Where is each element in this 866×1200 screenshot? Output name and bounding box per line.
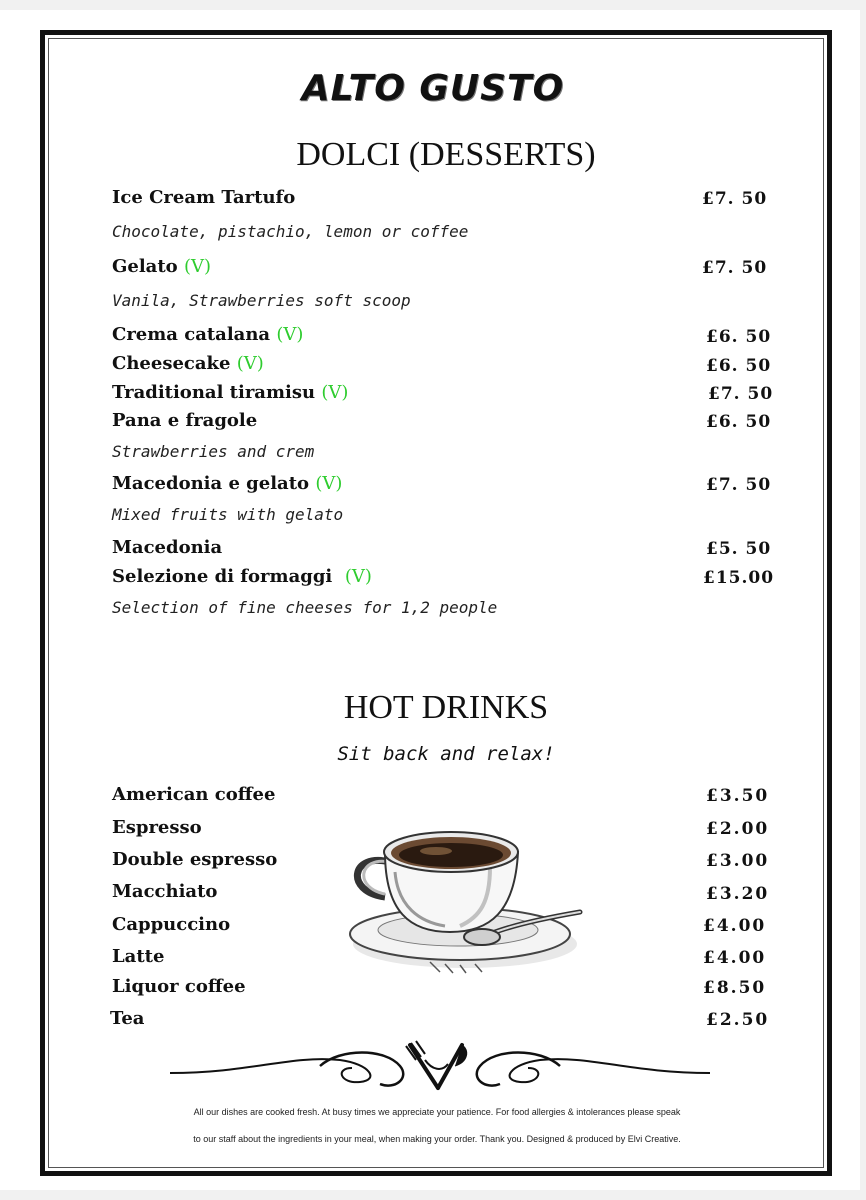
vegetarian-mark: (V) [183,256,211,277]
drink-item-name: Cappuccino [112,914,231,935]
dessert-item-name: Crema catalana (V) [112,324,304,345]
dessert-item-price: £7. 50 [708,384,774,404]
drink-item-name: American coffee [112,784,276,805]
desserts-section-title: DOLCI (DESSERTS) [296,136,596,173]
vegetarian-mark: (V) [344,566,372,587]
drink-item-price: £4.00 [703,948,767,968]
coffee-cup-illustration [340,822,590,982]
dessert-item-price: £7. 50 [702,258,768,278]
drink-item-price: £3.00 [706,851,770,871]
drink-item-name: Latte [112,946,165,967]
footer-note-line2: to our staff about the ingredients in your meal, when making your order. Thank you. Designed & produced by Elvi Creative. [193,1134,681,1144]
dessert-item-name: Macedonia [112,537,223,558]
dessert-item-name: Traditional tiramisu (V) [112,382,349,403]
drink-item-price: £8.50 [703,978,767,998]
fork-knife-flourish-icon [170,1040,710,1095]
dessert-item-name: Gelato (V) [112,256,211,277]
dessert-item-description: Mixed fruits with gelato [112,505,344,524]
dessert-item-description: Strawberries and crem [112,442,315,461]
dessert-item-description: Vanila, Strawberries soft scoop [112,291,411,310]
dessert-item-price: £6. 50 [706,327,772,347]
footer-note-line1: All our dishes are cooked fresh. At busy times we appreciate your patience. For food allergies & intolerances please speak [193,1107,681,1117]
dessert-item-name: Pana e fragole [112,410,258,431]
restaurant-brand-title: ALTO GUSTO [301,68,565,109]
drink-item-name: Liquor coffee [112,976,246,997]
dessert-item-name: Ice Cream Tartufo [112,187,296,208]
drink-item-name: Macchiato [112,881,218,902]
dessert-item-price: £5. 50 [706,539,772,559]
drink-item-name: Double espresso [112,849,278,870]
vegetarian-mark: (V) [315,473,343,494]
vegetarian-mark: (V) [321,382,349,403]
dessert-item-price: £6. 50 [706,356,772,376]
drink-item-price: £3.20 [706,884,770,904]
drink-item-price: £2.00 [706,819,770,839]
dessert-item-description: Chocolate, pistachio, lemon or coffee [112,222,469,241]
hot-drinks-section-title: HOT DRINKS [343,689,549,726]
vegetarian-mark: (V) [236,353,264,374]
dessert-item-price: £15.00 [703,568,775,588]
hot-drinks-subtitle: Sit back and relax! [337,743,555,765]
dessert-item-price: £7. 50 [702,189,768,209]
drink-item-price: £4.00 [703,916,767,936]
drink-item-price: £2.50 [706,1010,770,1030]
drink-item-name: Espresso [112,817,202,838]
vegetarian-mark: (V) [276,324,304,345]
dessert-item-description: Selection of fine cheeses for 1,2 people [112,598,498,617]
dessert-item-name: Cheesecake (V) [112,353,264,374]
dessert-item-name: Selezione di formaggi (V) [112,566,372,587]
drink-item-name: Tea [110,1008,145,1029]
drink-item-price: £3.50 [706,786,770,806]
dessert-item-price: £6. 50 [706,412,772,432]
dessert-item-name: Macedonia e gelato (V) [112,473,343,494]
dessert-item-price: £7. 50 [706,475,772,495]
